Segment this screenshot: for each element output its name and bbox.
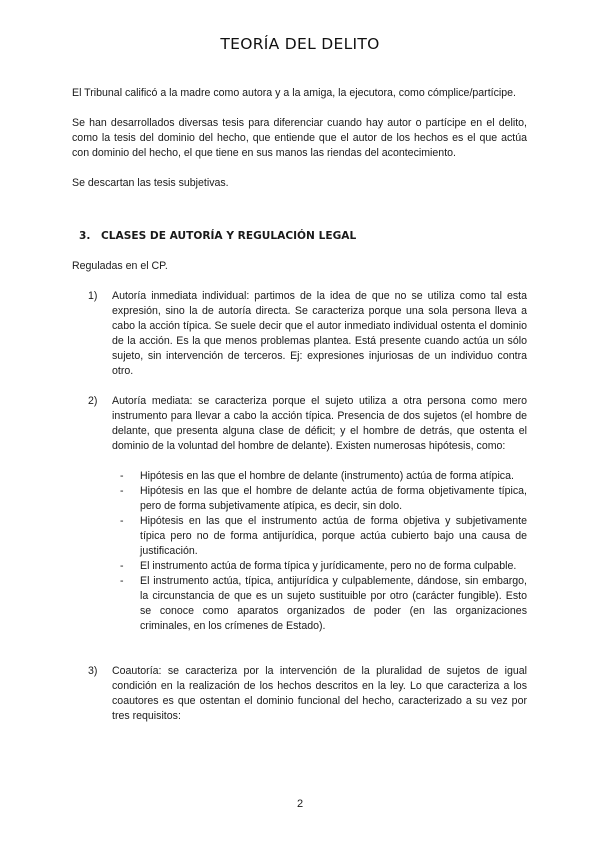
paragraph-descartan: Se descartan las tesis subjetivas. [72,177,229,189]
hypothesis-text: Hipótesis en las que el hombre de delante actúa de forma objetivamente típica, pero de forma subjetivamente atípica, es decir, sin dolo. [140,485,527,512]
list-item-autoria-mediata [88,394,527,634]
section-intro: Reguladas en el CP. [72,260,168,272]
section-number: 3. [79,230,91,242]
paragraph-tribunal: El Tribunal calificó a la madre como autora y a la amiga, la ejecutora, como cómplice/partícipe. [72,87,516,99]
list-item-autoria-inmediata [88,289,527,379]
page-number: 2 [296,798,304,810]
list-item-number: 1) [88,290,98,302]
dash-bullet: - [120,470,124,482]
page-header-title: TEORÍA DEL DELITO [220,35,380,53]
list-item-coautoria [88,664,527,724]
hypothesis-item [120,559,527,574]
list-item-number: 2) [88,395,98,407]
hypothesis-text: El instrumento actúa de forma típica y jurídicamente, pero no de forma culpable. [140,560,517,572]
list-item-number: 3) [88,665,98,677]
hypothesis-item [120,574,527,634]
hypotheses-list [112,469,527,634]
paragraph-tesis: Se han desarrollados diversas tesis para diferenciar cuando hay autor o partícipe en el delito, como la tesis del dominio del hecho, que entiende que el autor de los hechos es el que actúa con dominio del hecho, el que tiene en sus manos las riendas del acontecimiento. [72,117,527,159]
list-item-text: Autoría inmediata individual: partimos de la idea de que no se utiliza como tal esta expresión, sino la de autoría directa. Se caracteriza porque una sola persona lleva a cabo la acción típica. Se suele decir que el autor inmediato individual ostenta el dominio de la acción. Es la que menos problemas plantea. Está presente cuando actúa un sólo sujeto, sin intervención de terceros. Ej: expresiones injuriosas de un individuo contra otro. [112,290,527,377]
dash-bullet: - [120,515,124,527]
dash-bullet: - [120,560,124,572]
dash-bullet: - [120,485,124,497]
hypothesis-text: Hipótesis en las que el instrumento actúa de forma objetiva y subjetivamente típica pero no de forma antijurídica, porque actúa cubierto bajo una causa de justificación. [140,515,527,557]
hypothesis-item [120,469,527,484]
section-title: CLASES DE AUTORÍA Y REGULACIÓN LEGAL [101,230,357,242]
hypothesis-item [120,514,527,559]
list-item-text: Coautoría: se caracteriza por la intervención de la pluralidad de sujetos de igual condición en la realización de los hechos descritos en la ley. Lo que caracteriza a los coautores es que ostentan el dominio funcional del hecho, caracterizado a su vez por tres requisitos: [112,665,527,722]
section-heading [72,229,527,244]
list-item-text: Autoría mediata: se caracteriza porque el sujeto utiliza a otra persona como mero instrumento para llevar a cabo la acción típica. Presencia de dos sujetos (el hombre de delante, que presenta alguna clase de déficit; y el hombre de detrás, que ostenta el dominio de la voluntad del hombre de delante). Existen numerosas hipótesis, como: [112,395,527,452]
hypothesis-item [120,484,527,514]
page-content [72,86,527,724]
dash-bullet: - [120,575,124,587]
hypothesis-text: El instrumento actúa, típica, antijurídica y culpablemente, dándose, sin embargo, la circunstancia de que es un sujeto sustituible por otro (carácter fungible). Esto se conoce como aparatos organizados de poder (en las organizaciones criminales, en los crímenes de Estado). [140,575,527,632]
hypothesis-text: Hipótesis en las que el hombre de delante (instrumento) actúa de forma atípica. [140,470,514,482]
